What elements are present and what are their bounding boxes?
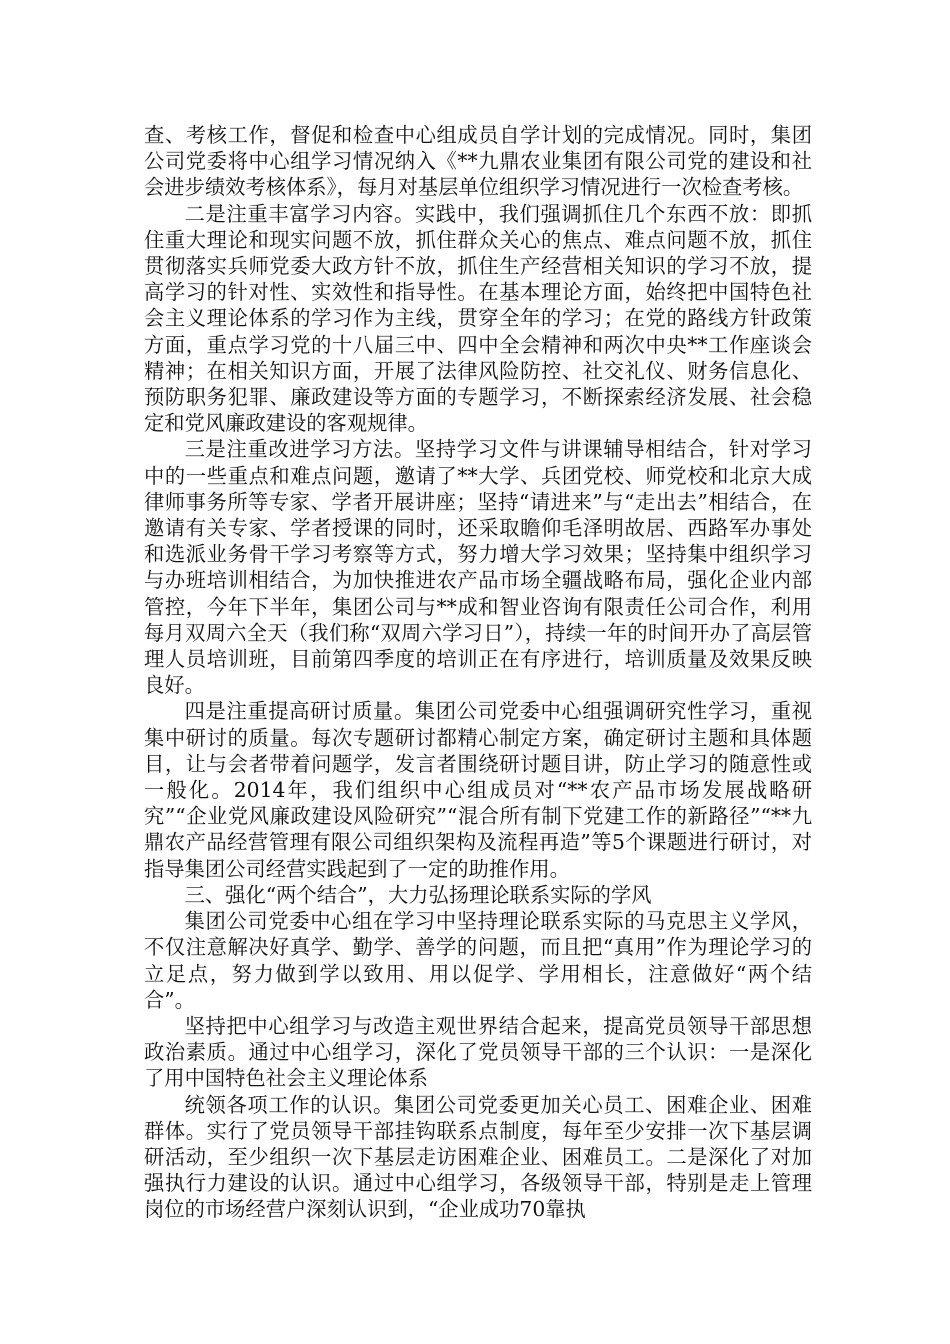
- paragraph-2: 二是注重丰富学习内容。实践中，我们强调抓住几个东西不放：即抓住重大理论和现实问题不放，抓住群众关心的焦点、难点问题不放，抓住贯彻落实兵师党委大政方针不放，抓住生产经营相关知识的学习不放，提高学习的针对性、实效性和指导性。在基本理论方面，始终把中国特色社会主义理论体系的学习作为主线，贯穿全年的学习；在党的路线方针政策方面，重点学习党的十八届三中、四中全会精神和两次中央**工作座谈会精神；在相关知识方面，开展了法律风险防控、社交礼仪、财务信息化、预防职务犯罪、廉政建设等方面的专题学习，不断探索经济发展、社会稳定和党风廉政建设的客观规律。: [144, 201, 812, 436]
- document-page: [144, 122, 812, 1223]
- paragraph-1: 查、考核工作，督促和检查中心组成员自学计划的完成情况。同时，集团公司党委将中心组学习情况纳入《**九鼎农业集团有限公司党的建设和社会进步绩效考核体系》，每月对基层单位组织学习情况进行一次检查考核。: [144, 123, 812, 200]
- section-heading-3: 三、强化“两个结合”，大力弘扬理论联系实际的学风: [184, 882, 652, 907]
- paragraph-5: 集团公司党委中心组在学习中坚持理论联系实际的马克思主义学风，不仅注意解决好真学、勤学、善学的问题，而且把“真用”作为理论学习的立足点，努力做到学以致用、用以促学、学用相长，注意做好“两个结合”。: [144, 909, 812, 1012]
- paragraph-4: 四是注重提高研讨质量。集团公司党委中心组强调研究性学习，重视集中研讨的质量。每次专题研讨都精心制定方案，确定研讨主题和具体题目，让与会者带着问题学，发言者围绕研讨题目讲，防止学习的随意性或一般化。2014年，我们组织中心组成员对“**农产品市场发展战略研究”“企业党风廉政建设风险研究”“混合所有制下党建工作的新路径”“**九鼎农产品经营管理有限公司组织架构及流程再造”等5个课题进行研讨，对指导集团公司经营实践起到了一定的助推作用。: [144, 699, 812, 881]
- paragraph-7: 统领各项工作的认识。集团公司党委更加关心员工、困难企业、困难群体。实行了党员领导干部挂钩联系点制度，每年至少安排一次下基层调研活动，至少组织一次下基层走访困难企业、困难员工。二是深化了对加强执行力建设的认识。通过中心组学习，各级领导干部，特别是走上管理岗位的市场经营户深刻认识到，“企业成功70靠执: [144, 1092, 812, 1222]
- paragraph-6: 坚持把中心组学习与改造主观世界结合起来，提高党员领导干部思想政治素质。通过中心组学习，深化了党员领导干部的三个认识：一是深化了用中国特色社会主义理论体系: [144, 1013, 812, 1091]
- paragraph-3: 三是注重改进学习方法。坚持学习文件与讲课辅导相结合，针对学习中的一些重点和难点问题，邀请了**大学、兵团党校、师党校和北京大成律师事务所等专家、学者开展讲座；坚持“请进来”与“走出去”相结合，在邀请有关专家、学者授课的同时，还采取瞻仰毛泽明故居、西路军办事处和选派业务骨干学习考察等方式，努力增大学习效果；坚持集中组织学习与办班培训相结合，为加快推进农产品市场全疆战略布局，强化企业内部管控，今年下半年，集团公司与**成和智业咨询有限责任公司合作，利用每月双周六全天（我们称“双周六学习日”），持续一年的时间开办了高层管理人员培训班，目前第四季度的培训正在有序进行，培训质量及效果反映良好。: [144, 437, 812, 698]
